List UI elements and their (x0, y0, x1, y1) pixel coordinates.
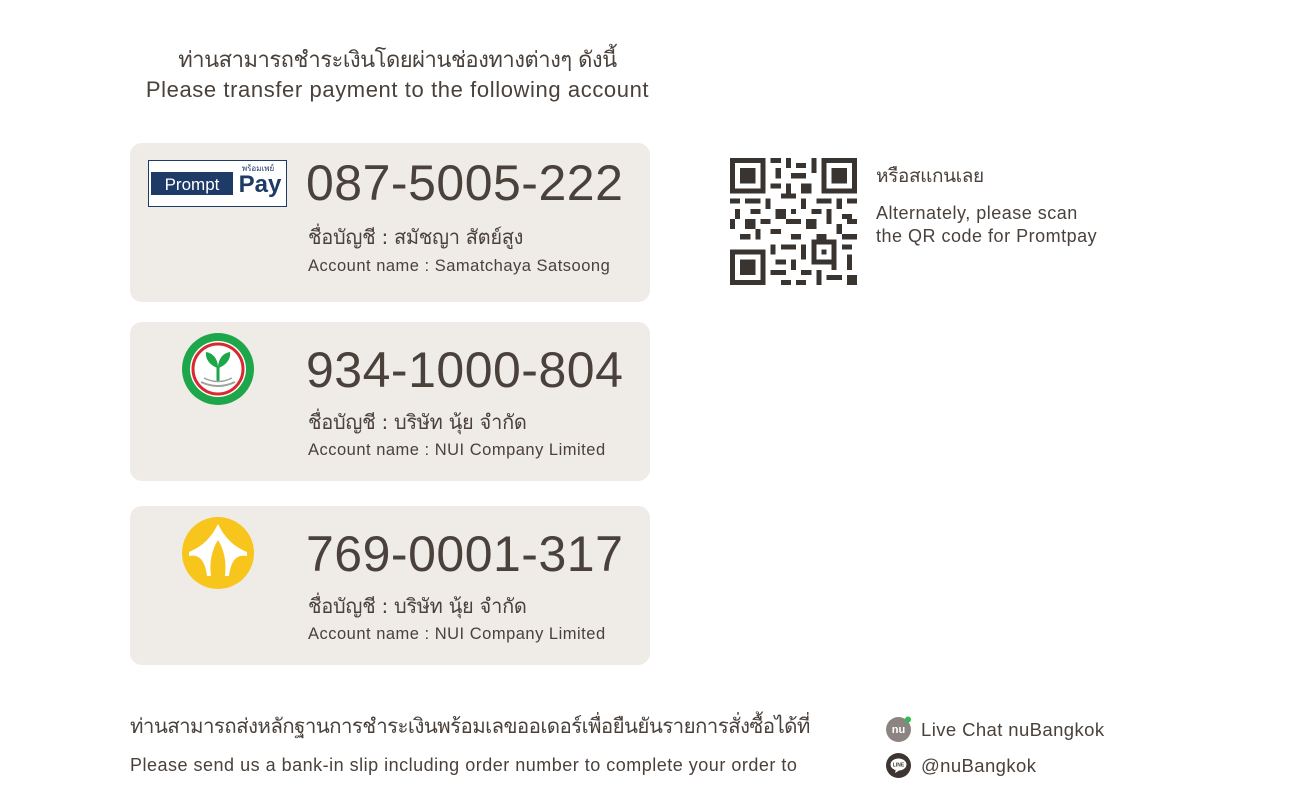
promptpay-qr-code[interactable] (730, 158, 857, 285)
kasikorn-bank-logo (181, 332, 255, 406)
kasikorn-account-card (130, 322, 650, 481)
qr-label-thai: หรือสแกนเลย (876, 165, 984, 187)
footer-english: Please send us a bank-in slip including order number to complete your order to (130, 755, 798, 775)
kasikorn-number: 934-1000-804 (306, 342, 624, 398)
nubangkok-avatar-icon (885, 716, 912, 743)
live-chat-link[interactable] (885, 716, 1104, 743)
heading-english: Please transfer payment to the following account (145, 77, 650, 102)
krungsri-bank-logo (181, 516, 255, 590)
promptpay-logo-thai: พร้อมเพย์ (241, 164, 275, 173)
qr-label-english-line1: Alternately, please scan (876, 203, 1078, 223)
line-id-label: @nuBangkok (921, 754, 1037, 776)
promptpay-logo (148, 160, 287, 207)
heading-thai: ท่านสามารถชำระเงินโดยผ่านช่องทางต่างๆ ดังนี้ (178, 48, 617, 73)
promptpay-logo-pay: Pay (238, 171, 282, 198)
account-name-english: Account name : Samatchaya Satsoong (308, 257, 611, 275)
account-name-english: Account name : NUI Company Limited (308, 625, 606, 643)
line-contact-link[interactable] (885, 752, 1036, 779)
footer-thai: ท่านสามารถส่งหลักฐานการชำระเงินพร้อมเลขออเดอร์เพื่อยืนยันรายการสั่งซื้อได้ที่ (130, 714, 810, 738)
promptpay-number: 087-5005-222 (306, 155, 624, 211)
avatar-text: nu (891, 724, 906, 736)
line-icon (885, 752, 912, 779)
qr-instructions (876, 162, 1097, 248)
promptpay-logo-prompt: Prompt (164, 175, 220, 194)
line-icon-text: LINE (892, 762, 905, 769)
krungsri-account-card (130, 506, 650, 665)
account-name-english: Account name : NUI Company Limited (308, 441, 606, 459)
krungsri-number: 769-0001-317 (306, 526, 624, 582)
account-name-thai: ชื่อบัญชี : บริษัท นุ้ย จำกัด (308, 594, 527, 618)
account-name-thai: ชื่อบัญชี : บริษัท นุ้ย จำกัด (308, 410, 527, 434)
payment-heading (130, 46, 665, 104)
live-chat-label: Live Chat nuBangkok (921, 718, 1105, 740)
qr-label-english-line2: the QR code for Promtpay (876, 226, 1098, 246)
account-name-thai: ชื่อบัญชี : สมัชญา สัตย์สูง (308, 225, 524, 249)
promptpay-account-card (130, 143, 650, 302)
